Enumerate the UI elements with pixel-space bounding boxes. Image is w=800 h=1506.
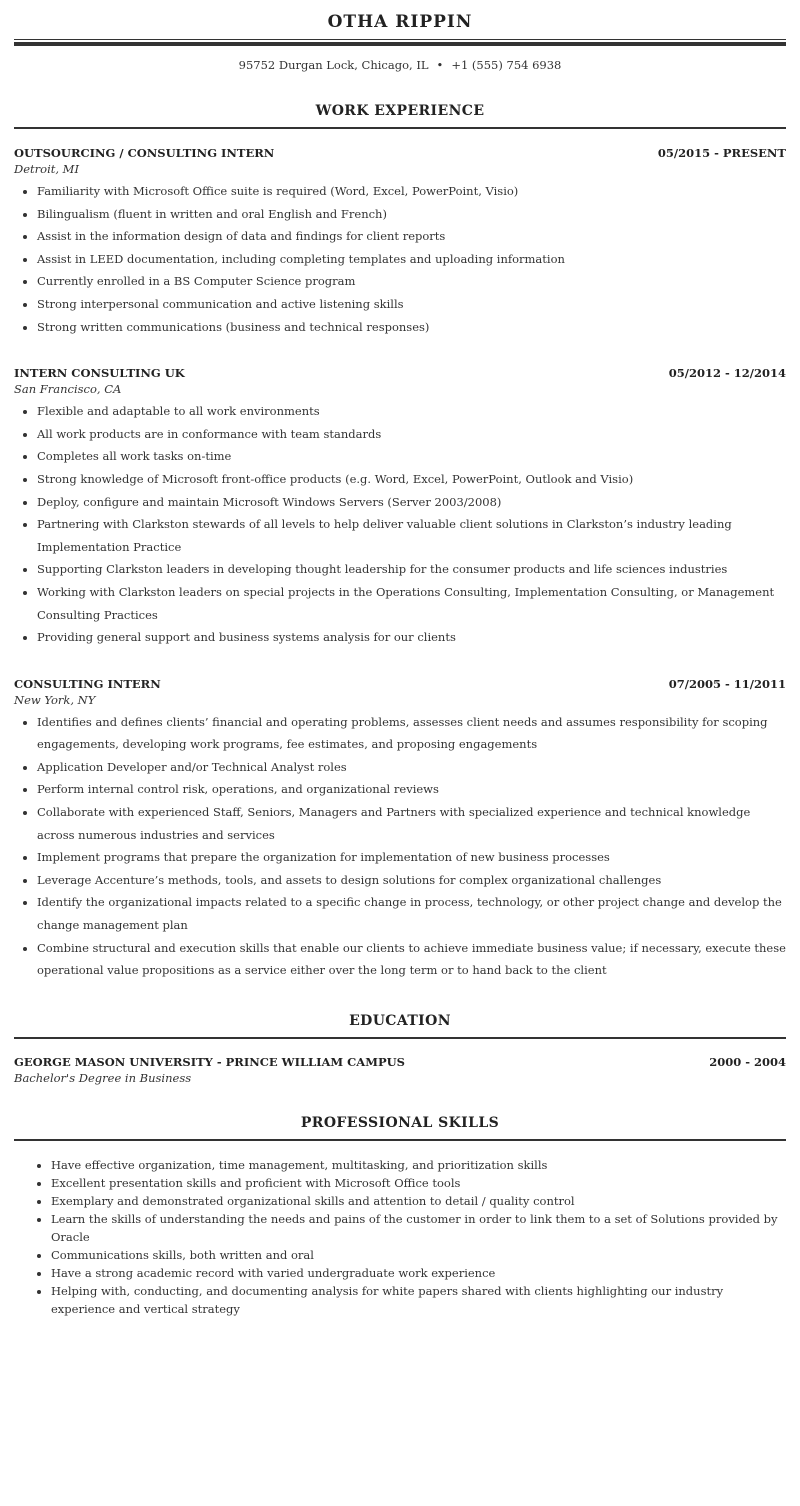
job-header xyxy=(14,145,786,161)
resume-page xyxy=(14,0,786,1318)
header-rule-thin xyxy=(14,39,786,40)
skill-item: • Communications skills, both written and oral xyxy=(51,1246,786,1264)
candidate-name: OTHA RIPPIN xyxy=(327,12,473,32)
job-duties xyxy=(14,711,786,982)
job-duties xyxy=(14,400,786,649)
duty-item: • Strong knowledge of Microsoft front-office products (e.g. Word, Excel, PowerPoint, Outlook and Visio) xyxy=(37,468,786,491)
duty-item: • Supporting Clarkston leaders in developing thought leadership for the consumer products and life sciences industries xyxy=(37,558,786,581)
job-header xyxy=(14,365,786,381)
job-entry xyxy=(14,676,786,982)
duty-item: • Providing general support and business systems analysis for our clients xyxy=(37,626,786,649)
duty-item: • Application Developer and/or Technical Analyst roles xyxy=(37,756,786,779)
education-entry xyxy=(14,1054,786,1087)
skills-rule xyxy=(14,1139,786,1141)
job-entry xyxy=(14,365,786,649)
header-rule-thick xyxy=(14,42,786,46)
contact-phone: +1 (555) 754 6938 xyxy=(451,58,562,72)
job-entry xyxy=(14,145,786,338)
contact-address: 95752 Durgan Lock, Chicago, IL xyxy=(238,58,429,72)
duty-item: • Combine structural and execution skills that enable our clients to achieve immediate business value; if necessary, execute these operational value propositions as a service either over the long term or to hand back to the client xyxy=(37,937,786,982)
duty-item: • Currently enrolled in a BS Computer Science program xyxy=(37,270,786,293)
duty-item: • Completes all work tasks on-time xyxy=(37,445,786,468)
duty-item: • Identifies and defines clients’ financial and operating problems, assesses client needs and assumes responsibility for scoping engagements, developing work programs, fee estimates, and proposing engagements xyxy=(37,711,786,756)
duty-item: • Collaborate with experienced Staff, Seniors, Managers and Partners with specialized experience and technical knowledge across numerous industries and services xyxy=(37,801,786,846)
education-header xyxy=(14,1054,786,1070)
school-name: GEORGE MASON UNIVERSITY - PRINCE WILLIAM CAMPUS xyxy=(14,1054,405,1069)
education-rule xyxy=(14,1037,786,1039)
duty-item: • Working with Clarkston leaders on special projects in the Operations Consulting, Implementation Consulting, or Management Consulting Practices xyxy=(37,581,786,626)
duty-item: • Strong interpersonal communication and active listening skills xyxy=(37,293,786,316)
skill-item: • Learn the skills of understanding the needs and pains of the customer in order to link them to a set of Solutions provided by Oracle xyxy=(51,1210,786,1246)
job-title: INTERN CONSULTING UK xyxy=(14,366,185,381)
skill-item: • Helping with, conducting, and documenting analysis for white papers shared with clients highlighting our industry experience and vertical strategy xyxy=(51,1282,786,1318)
job-dates: 05/2015 - PRESENT xyxy=(657,146,786,160)
education-dates: 2000 - 2004 xyxy=(709,1054,786,1069)
duty-item: • Flexible and adaptable to all work environments xyxy=(37,400,786,423)
job-dates: 07/2005 - 11/2011 xyxy=(668,676,786,691)
duty-item: • Perform internal control risk, operations, and organizational reviews xyxy=(37,778,786,801)
job-location: Detroit, MI xyxy=(14,162,79,176)
duty-item: • Deploy, configure and maintain Microsoft Windows Servers (Server 2003/2008) xyxy=(37,491,786,514)
skill-item: • Exemplary and demonstrated organizational skills and attention to detail / quality control xyxy=(51,1192,786,1210)
education-section xyxy=(14,1012,786,1087)
job-location: New York, NY xyxy=(14,692,96,707)
duty-item: • Leverage Accenture’s methods, tools, and assets to design solutions for complex organizational challenges xyxy=(37,869,786,892)
job-location: San Francisco, CA xyxy=(14,382,122,397)
work-experience-rule xyxy=(14,127,786,129)
work-experience-title: WORK EXPERIENCE xyxy=(315,103,485,119)
job-duties xyxy=(14,180,786,338)
duty-item: • Familiarity with Microsoft Office suite is required (Word, Excel, PowerPoint, Visio) xyxy=(37,180,786,203)
contact-separator: • xyxy=(436,58,444,72)
skill-item: • Have a strong academic record with varied undergraduate work experience xyxy=(51,1264,786,1282)
duty-item: • Implement programs that prepare the organization for implementation of new business processes xyxy=(37,846,786,869)
degree: Bachelor's Degree in Business xyxy=(14,1070,192,1085)
skill-item: • Excellent presentation skills and proficient with Microsoft Office tools xyxy=(51,1174,786,1192)
duty-item: • Partnering with Clarkston stewards of all levels to help deliver valuable client solutions in Clarkston’s industry leading Implementation Practice xyxy=(37,513,786,558)
skills-title: PROFESSIONAL SKILLS xyxy=(300,1114,500,1131)
duty-item: • Assist in the information design of data and findings for client reports xyxy=(37,225,786,248)
duty-item: • All work products are in conformance with team standards xyxy=(37,423,786,446)
job-title: OUTSOURCING / CONSULTING INTERN xyxy=(14,146,275,160)
duty-item: • Bilingualism (fluent in written and oral English and French) xyxy=(37,203,786,226)
job-title: CONSULTING INTERN xyxy=(14,676,161,691)
skill-item: • Have effective organization, time management, multitasking, and prioritization skills xyxy=(51,1156,786,1174)
skills-list xyxy=(14,1156,786,1318)
job-header xyxy=(14,676,786,692)
work-experience-section xyxy=(14,102,786,982)
duty-item: • Assist in LEED documentation, including completing templates and uploading information xyxy=(37,248,786,271)
education-title: EDUCATION xyxy=(349,1012,451,1029)
contact-line xyxy=(14,57,786,73)
duty-item: • Identify the organizational impacts related to a specific change in process, technology, or other project change and develop the change management plan xyxy=(37,891,786,936)
job-dates: 05/2012 - 12/2014 xyxy=(668,366,786,381)
duty-item: • Strong written communications (business and technical responses) xyxy=(37,316,786,339)
skills-section xyxy=(14,1114,786,1318)
